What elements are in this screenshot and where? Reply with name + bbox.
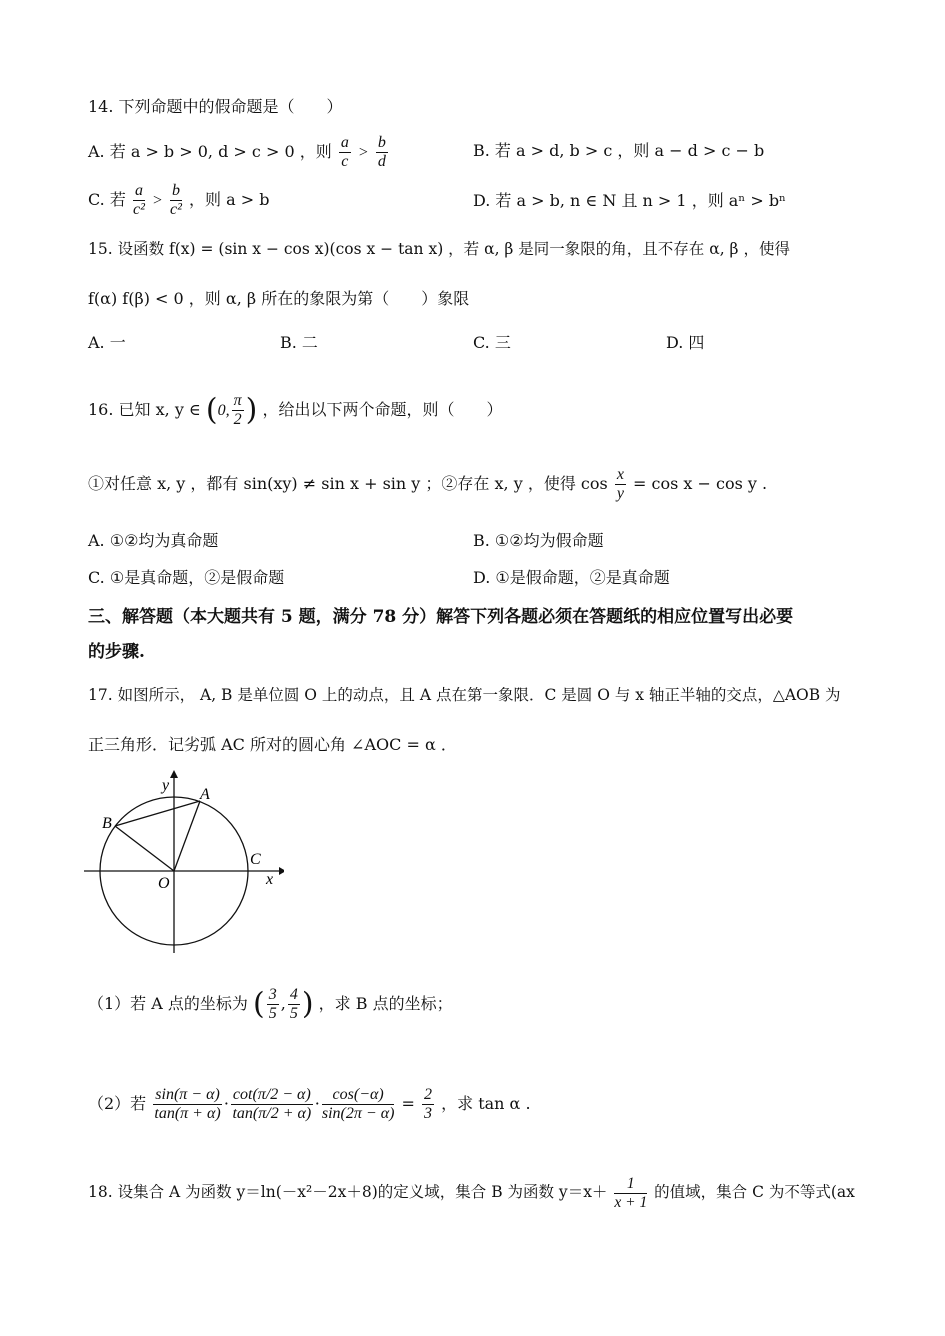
q16-interval-left: 0, — [217, 402, 230, 419]
q17-part1-frac1: $\frac{3}{5}$ — [268, 986, 277, 1022]
q16-prop-pre: ①对任意 x, y ，都有 sin(xy) ≠ sin x + sin y ；②存在 x, y ，使得 cos — [88, 474, 608, 493]
q18-stem-post: 的值域，集合 C 为不等式(ax — [654, 1183, 855, 1201]
x-axis-arrow — [279, 867, 284, 875]
q17-part2-frac2: $\frac{\cot(\pi/2 - \alpha)}{\tan(\pi/2 + \alpha)}$ — [232, 1086, 312, 1122]
q16-stem-pre: 16. 已知 x, y ∈ — [88, 400, 201, 419]
label-C: C — [250, 851, 261, 868]
q17-part1: （1）若 A 点的坐标为 ( $\frac{3}{5}$ , $\frac{4}{5}$ ) ，求 B 点的坐标； — [88, 986, 453, 1022]
q14-option-d: D. 若 a > b, n ∈ N 且 n > 1 ，则 aⁿ > bⁿ — [473, 191, 786, 210]
label-O: O — [158, 875, 170, 892]
q16-pi-over-2: $\frac{\pi}{2}$ — [233, 392, 242, 428]
q17-part1-frac2: $\frac{4}{5}$ — [289, 986, 298, 1022]
q14-a-frac1: $\frac{a}{c}$ — [340, 134, 349, 170]
q17-part2-post: ，求 tan α . — [441, 1094, 531, 1113]
q16-stem — [88, 388, 502, 433]
q14-a-frac2: $\frac{b}{d}$ — [377, 134, 386, 170]
q17-part1-pre: （1）若 A 点的坐标为 — [88, 994, 248, 1013]
q18-stem-pre: 18. 设集合 A 为函数 y＝ln(－x²－2x＋8)的定义域，集合 B 为函数 y＝x＋ — [88, 1183, 608, 1201]
q16-left-paren: ( — [205, 392, 218, 428]
label-A: A — [200, 786, 210, 803]
q17-part2: （2）若 $\frac{\sin(\pi - \alpha)}{\tan(\pi + \alpha)}$ · $\frac{\cot(\pi/2 - \alpha)}{\tan(\pi/2 + \alpha)}$ · $\frac{\cos(-\alpha)}{\sin(2\pi - \alpha)}$ = $\frac{2}{3}$ ，求 tan α . — [88, 1086, 531, 1122]
q14-option-a — [88, 134, 390, 171]
q14-c-pre: C. 若 — [88, 190, 126, 209]
q15-option-a: A. 一 — [88, 333, 126, 352]
q17-part2-pre: （2）若 — [88, 1094, 147, 1113]
q14-c-frac1: $\frac{a}{\text{c²}}$ — [133, 182, 145, 218]
q14-stem: 14. 下列命题中的假命题是（ ） — [88, 97, 343, 116]
q14-c-gt: > — [152, 192, 163, 209]
q15-option-c: C. 三 — [473, 333, 511, 352]
q17-part2-eq: = — [401, 1094, 415, 1113]
label-B: B — [102, 815, 112, 832]
q18-frac: $\frac{1}{x + 1}$ — [614, 1174, 648, 1211]
label-y: y — [162, 777, 170, 794]
segment-OB — [115, 826, 174, 871]
q14-c-post: ，则 a > b — [189, 190, 270, 209]
q16-option-b: B. ①②均为假命题 — [473, 531, 604, 550]
q18-stem — [88, 1170, 855, 1214]
q16-option-c: C. ①是真命题，②是假命题 — [88, 568, 285, 587]
q16-option-a: A. ①②均为真命题 — [88, 531, 219, 550]
q15-option-b: B. 二 — [280, 333, 318, 352]
q17-part2-frac1: $\frac{\sin(\pi - \alpha)}{\tan(\pi + \alpha)}$ — [154, 1086, 221, 1122]
q17-part2-rhs: $\frac{2}{3}$ — [424, 1086, 433, 1122]
q16-stem-post: ，给出以下两个命题，则（ ） — [262, 400, 503, 419]
q14-a-gt: > — [357, 144, 369, 161]
q14-option-c — [88, 182, 269, 219]
q14-option-a-text: A. 若 a > b > 0, d > c > 0 ，则 — [88, 142, 332, 161]
q17-part2-frac3: $\frac{\cos(-\alpha)}{\sin(2\pi - \alpha)}$ — [321, 1086, 395, 1122]
unit-circle-figure — [84, 768, 284, 958]
section3-heading: 三、解答题（本大题共有 5 题，满分 78 分）解答下列各题必须在答题纸的相应位置写出必要 — [88, 607, 794, 627]
section3-heading-cont: 的步骤. — [88, 642, 145, 662]
q17-part1-rparen: ) — [301, 986, 314, 1022]
q16-prop-frac: $\frac{x}{y}$ — [616, 466, 624, 502]
q17-part1-lparen: ( — [253, 986, 265, 1022]
q15-stem: 15. 设函数 f(x) = (sin x − cos x)(cos x − tan x) ，若 α, β 是同一象限的角，且不存在 α, β ，使得 — [88, 240, 790, 258]
q15-stem2: f(α) f(β) < 0 ，则 α, β 所在的象限为第（ ）象限 — [88, 289, 470, 308]
q17-stem: 17. 如图所示， A, B 是单位圆 O 上的动点，且 A 点在第一象限．C 是圆 O 与 x 轴正半轴的交点，△AOB 为 — [88, 686, 841, 704]
q14-c-frac2: $\frac{b}{\text{c²}}$ — [169, 182, 182, 218]
q17-part1-post: ，求 B 点的坐标； — [318, 994, 453, 1013]
q16-right-paren: ) — [245, 392, 258, 428]
segment-OA — [174, 801, 200, 871]
q17-stem2: 正三角形．记劣弧 AC 所对的圆心角 ∠AOC = α ． — [88, 735, 457, 754]
q14-option-b: B. 若 a > d, b > c ，则 a − d > c − b — [473, 141, 765, 160]
q16-option-d: D. ①是假命题，②是真命题 — [473, 568, 670, 587]
y-axis-arrow — [170, 770, 178, 778]
q16-propositions — [88, 462, 767, 506]
q15-option-d: D. 四 — [666, 333, 705, 352]
label-x: x — [266, 871, 274, 888]
q16-prop-post: = cos x − cos y . — [633, 474, 768, 493]
